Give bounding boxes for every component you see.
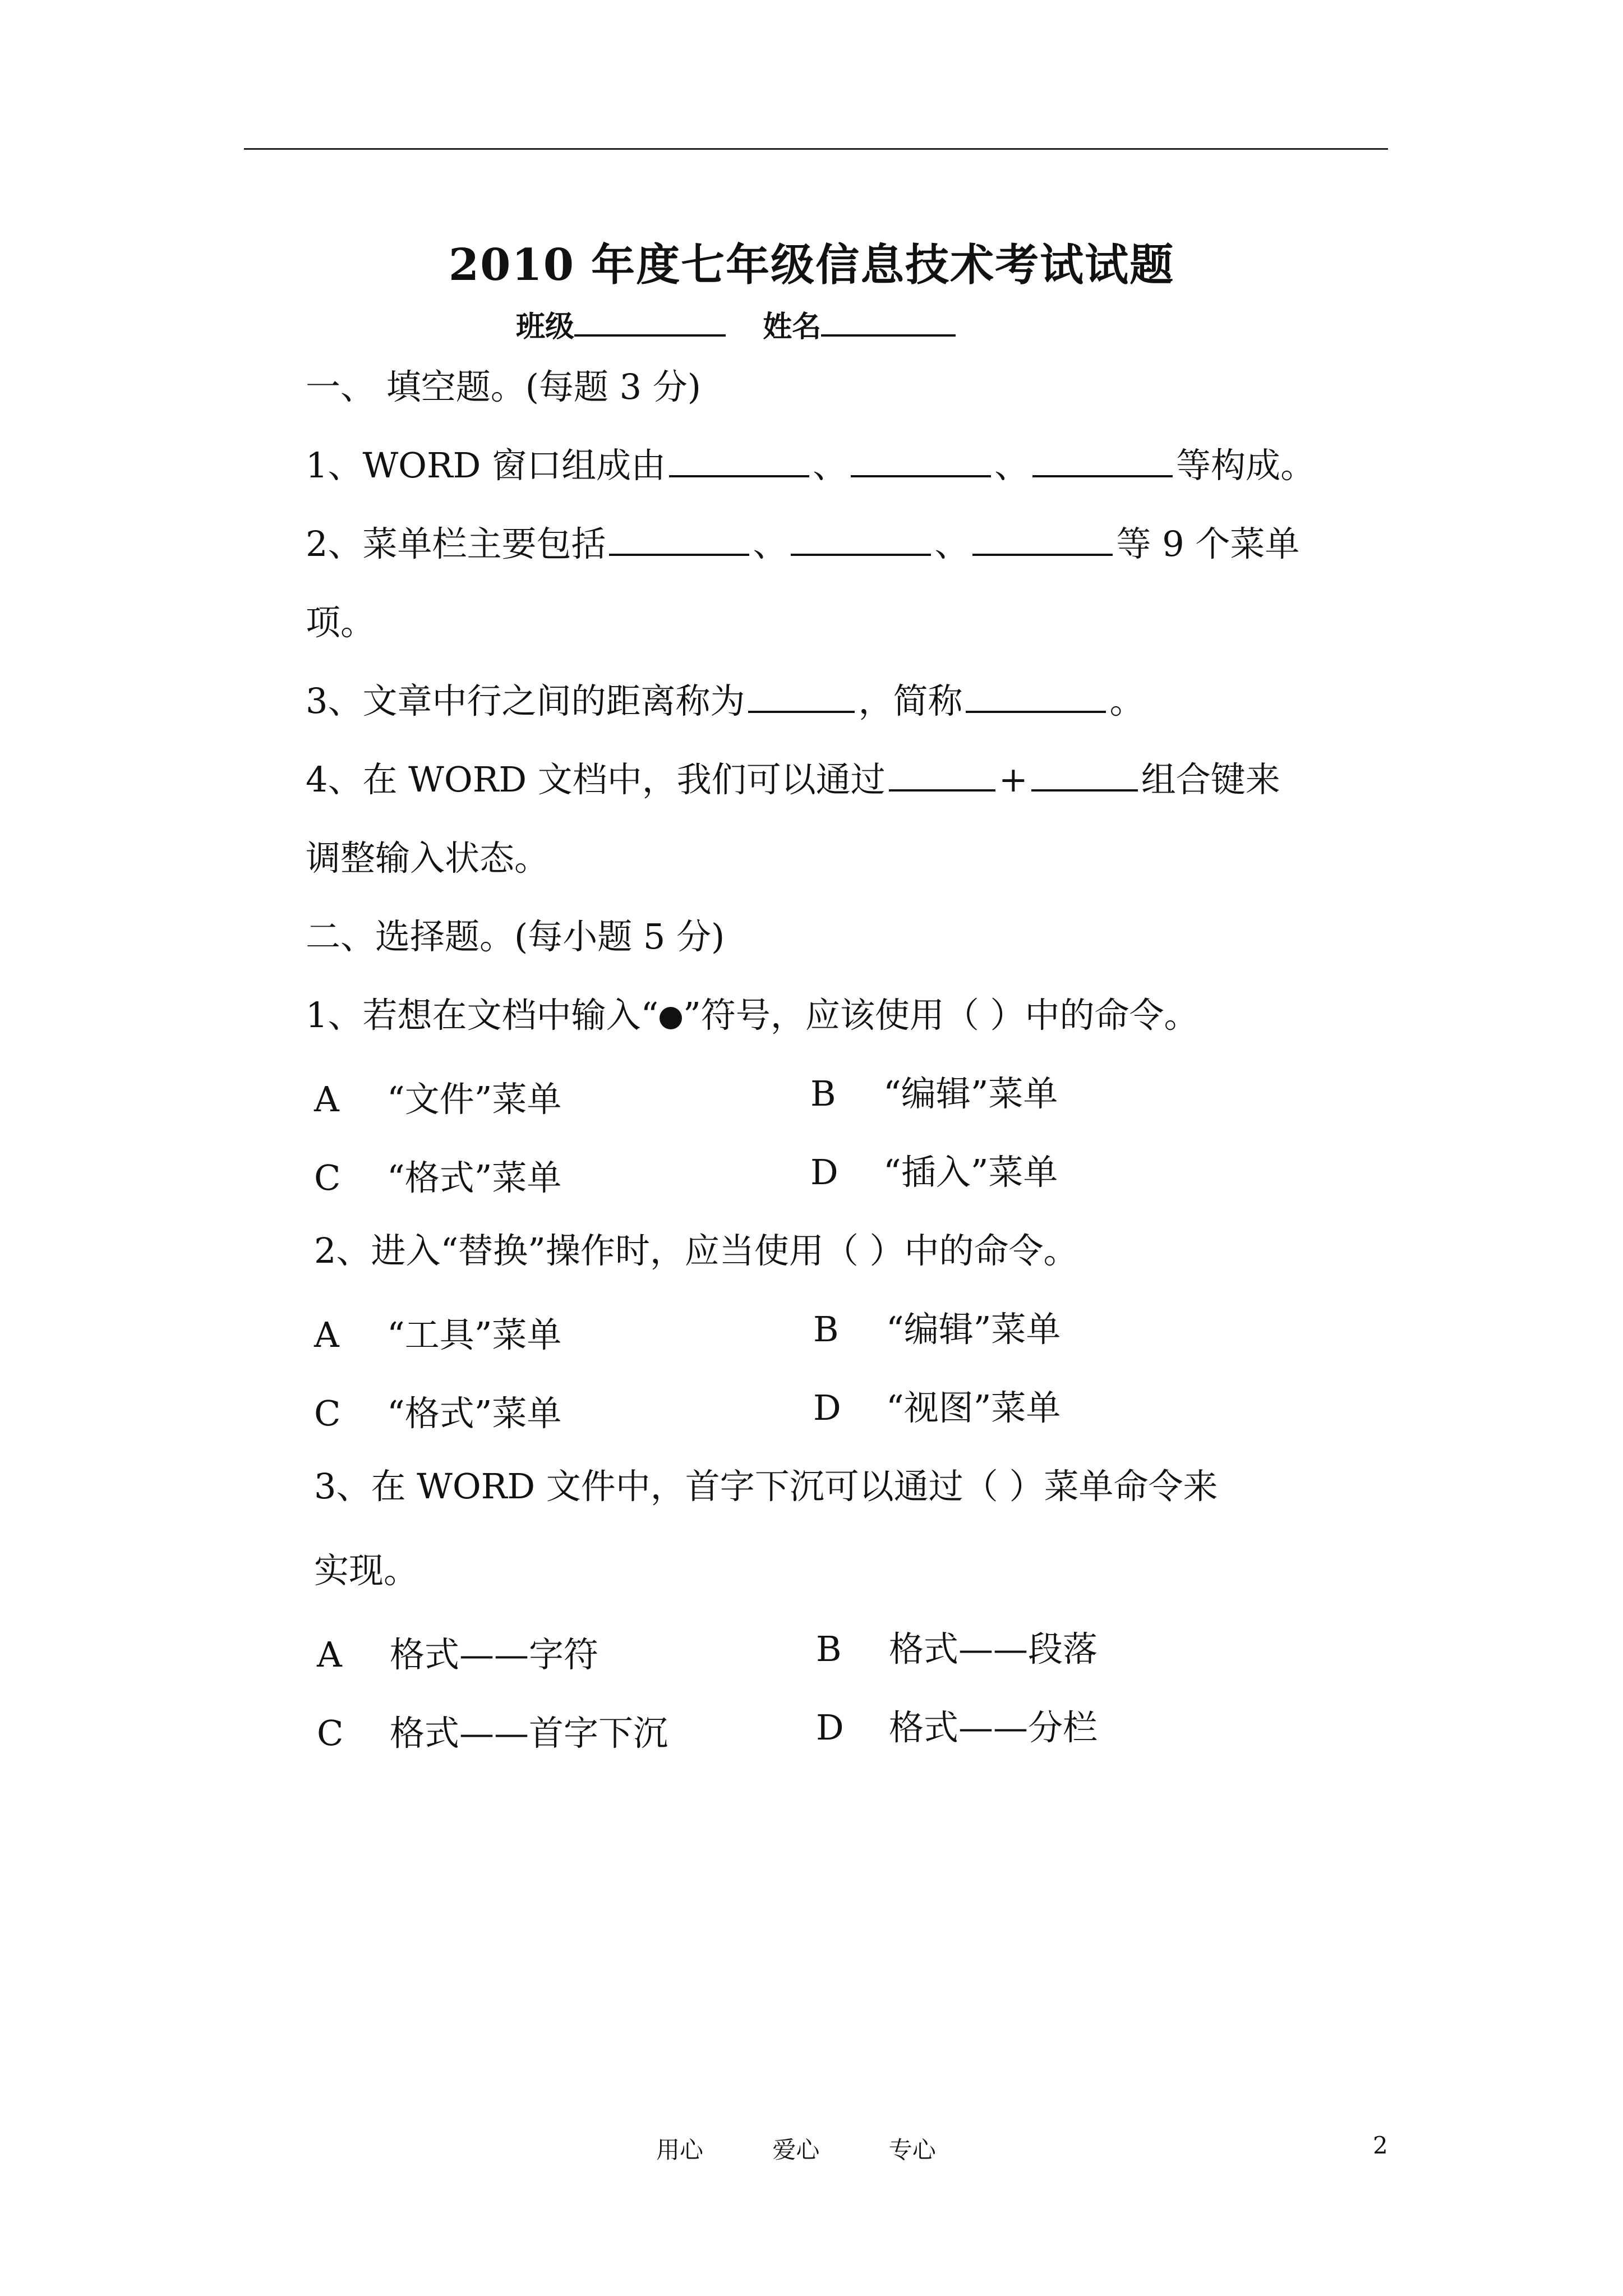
s2q3-option-b[interactable]: B 格式——段落: [816, 1628, 1098, 1669]
footer-item-1: 用心: [656, 2136, 704, 2164]
s2-question-1: 1、若想在文档中输入“ ”符号，应该使用（ ）中的命令。: [306, 995, 1199, 1036]
section1-heading: 一、 填空题。(每题 3 分): [306, 366, 701, 407]
s1q1-blank-2[interactable]: [851, 447, 991, 477]
s2-question-3: 3、在 WORD 文件中，首字下沉可以通过（ ）菜单命令来: [314, 1466, 1218, 1507]
s2q3-option-a[interactable]: A 格式——字符: [317, 1634, 599, 1675]
s1-question-2-cont: 项。: [306, 602, 376, 643]
s2q2-option-d[interactable]: D “视图”菜单: [813, 1387, 1061, 1428]
s2q2-option-c[interactable]: C “格式”菜单: [314, 1393, 562, 1434]
s1q2-blank-2[interactable]: [791, 526, 931, 556]
s2-question-3-cont: 实现。: [314, 1550, 419, 1591]
header-rule: [244, 148, 1388, 150]
student-info: [516, 303, 956, 345]
s1q4-blank-2[interactable]: [1031, 761, 1138, 792]
s2q2-option-b[interactable]: B “编辑”菜单: [813, 1309, 1061, 1350]
page-footer: [656, 2132, 998, 2165]
page-number: 2: [1373, 2132, 1388, 2159]
footer-item-3: 专心: [888, 2136, 936, 2164]
class-blank[interactable]: [574, 306, 726, 337]
s2q1-option-c[interactable]: C “格式”菜单: [314, 1157, 562, 1198]
s2q1-option-b[interactable]: B “编辑”菜单: [810, 1073, 1058, 1114]
s1q3-blank-1[interactable]: [748, 683, 855, 713]
s1-question-1: 1、WORD 窗口组成由 、 、 等构成。: [306, 445, 1316, 486]
s1-question-4: 4、在 WORD 文档中，我们可以通过 + 组合键来: [306, 759, 1280, 800]
s2q3-option-c[interactable]: C 格式——首字下沉: [317, 1713, 668, 1754]
name-label: 姓名: [763, 310, 822, 344]
s1-question-4-cont: 调整输入状态。: [306, 838, 550, 878]
name-blank[interactable]: [821, 306, 956, 337]
s1q1-blank-1[interactable]: [669, 447, 809, 477]
s1q2-blank-1[interactable]: [609, 526, 749, 556]
footer-item-2: 爱心: [772, 2136, 820, 2164]
section2-heading: 二、选择题。(每小题 5 分): [306, 916, 725, 957]
s1q2-blank-3[interactable]: [972, 526, 1113, 556]
s2-question-2: 2、进入“替换”操作时，应当使用（ ）中的命令。: [314, 1230, 1078, 1271]
s1q3-blank-2[interactable]: [966, 683, 1106, 713]
s1q4-blank-1[interactable]: [889, 761, 995, 792]
class-label: 班级: [516, 310, 575, 344]
s2q3-option-d[interactable]: D 格式——分栏: [816, 1707, 1098, 1748]
exam-title: 2010 年度七年级信息技术考试试题: [448, 240, 1175, 291]
s2q1-option-d[interactable]: D “插入”菜单: [810, 1152, 1058, 1193]
s1q1-blank-3[interactable]: [1032, 447, 1173, 477]
s1-question-2: 2、菜单栏主要包括 、 、 等 9 个菜单: [306, 523, 1300, 564]
s2q1-option-a[interactable]: A “文件”菜单: [314, 1079, 562, 1120]
s1-question-3: 3、文章中行之间的距离称为 ，简称 。: [306, 680, 1145, 721]
s2q2-option-a[interactable]: A “工具”菜单: [314, 1314, 562, 1355]
bullet-symbol-icon: [660, 1007, 682, 1029]
